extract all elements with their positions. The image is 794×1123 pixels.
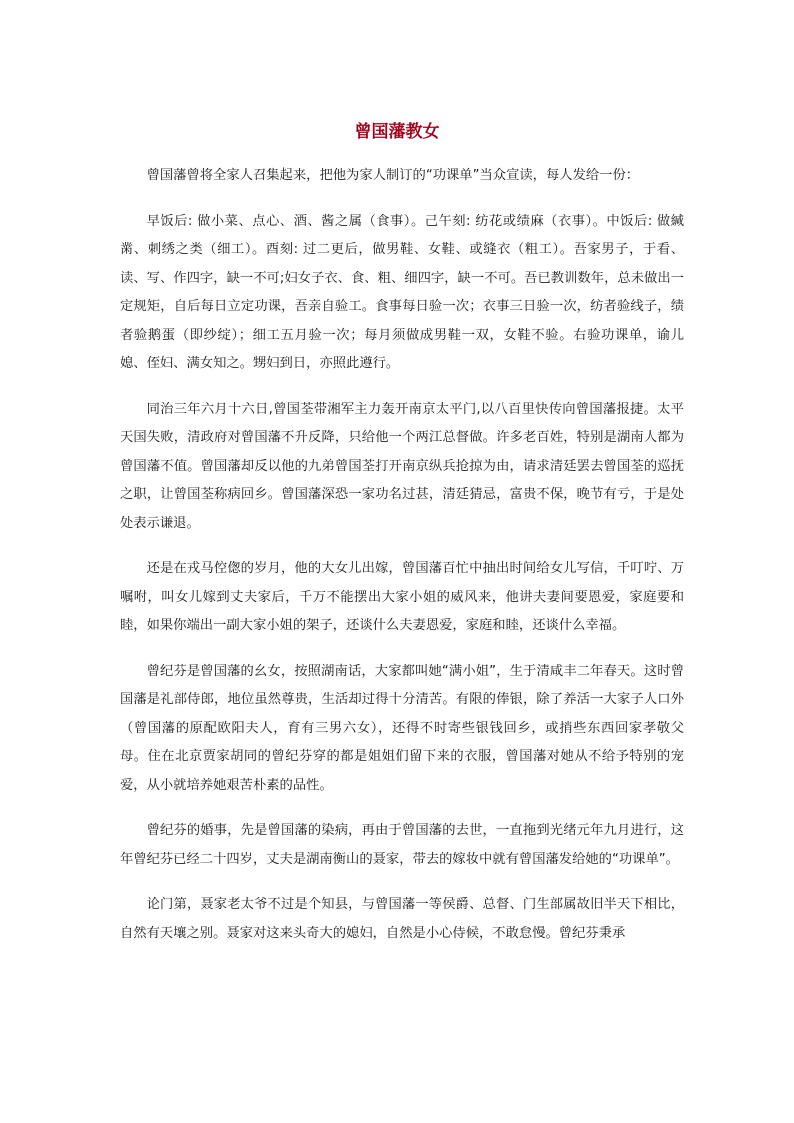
paragraph-eldest-daughter: 还是在戎马倥偬的岁月，他的大女儿出嫁，曾国藩百忙中抽出时间给女儿写信，千叮咛、万嘱咐，叫女儿嫁到丈夫家后，千万不能摆出大家小姐的威风来，他讲夫妻间要恩爱，家庭要和睦，如果你端出一副大家小姐的架子，还谈什么夫妻恩爱，家庭和睦，还谈什么幸福。 <box>120 561 684 633</box>
document-body <box>120 162 684 965</box>
paragraph-zeng-jifen: 曾纪芬是曾国藩的幺女，按照湖南话，大家都叫她“满小姐”，生于清咸丰二年春天。这时曾国藩是礼部侍郎，地位虽然尊贵，生活却过得十分清苦。有限的俸银，除了养活一大家子人口外（曾国藩的原配欧阳夫人，育有三男六女），还得不时寄些银钱回乡，或捎些东西回家孝敬父母。住在北京贾家胡同的曾纪芬穿的都是姐姐们留下来的衣服，曾国藩对她从不给予特别的宠爱，从小就培养她艰苦朴素的品性。 <box>120 663 684 793</box>
paragraph-tongzhi: 同治三年六月十六日,曾国荃带湘军主力轰开南京太平门,以八百里快传向曾国藩报捷。太平天国失败，清政府对曾国藩不升反降，只给他一个两江总督做。许多老百姓，特别是湖南人都为曾国藩不值。曾国藩却反以他的九弟曾国荃打开南京纵兵抢掠为由，请求清廷罢去曾国荃的巡抚之职，让曾国荃称病回乡。曾国藩深恐一家功名过甚，清廷猜忌，富贵不保，晚节有亏，于是处处表示谦退。 <box>120 401 684 531</box>
paragraph-nie-family: 论门第，聂家老太爷不过是个知县，与曾国藩一等侯爵、总督、门生部属故旧半天下相比，自然有天壤之别。聂家对这来头奇大的媳妇，自然是小心侍候，不敢怠慢。曾纪芬秉承 <box>120 897 684 941</box>
paragraph-schedule: 早饭后: 做小菜、点心、酒、酱之属（食事）。己午刻: 纺花或绩麻（衣事）。中饭后: 做緘黹、刺绣之类（细工）。酉刻: 过二更后，做男鞋、女鞋、或缝衣（粗工）。吾家男子，于看、读、写、作四字，缺一不可;妇女子衣、食、粗、细四字，缺一不可。吾已教训数年，总未做出一定规矩，自后每日立定功课，吾亲自验工。食事每日验一次；衣事三日验一次，纺者验线子，绩者验鹅蛋（即纱绽）；细工五月验一次；每月须做成男鞋一双，女鞋不验。右验功课单，谕儿媳、侄妇、满女知之。甥妇到日，亦照此遵行。 <box>120 213 684 371</box>
paragraph-marriage: 曾纪芬的婚事，先是曾国藩的染病，再由于曾国藩的去世，一直拖到光绪元年九月进行，这年曾纪芬已经二十四岁，丈夫是湖南衡山的聂家，带去的嫁妆中就有曾国藩发给她的“功课单”。 <box>120 823 684 867</box>
document-title: 曾国藩教女 <box>354 122 440 142</box>
paragraph-intro: 曾国藩曾将全家人召集起来，把他为家人制订的“功课单”当众宣读，每人发给一份： <box>146 168 640 183</box>
